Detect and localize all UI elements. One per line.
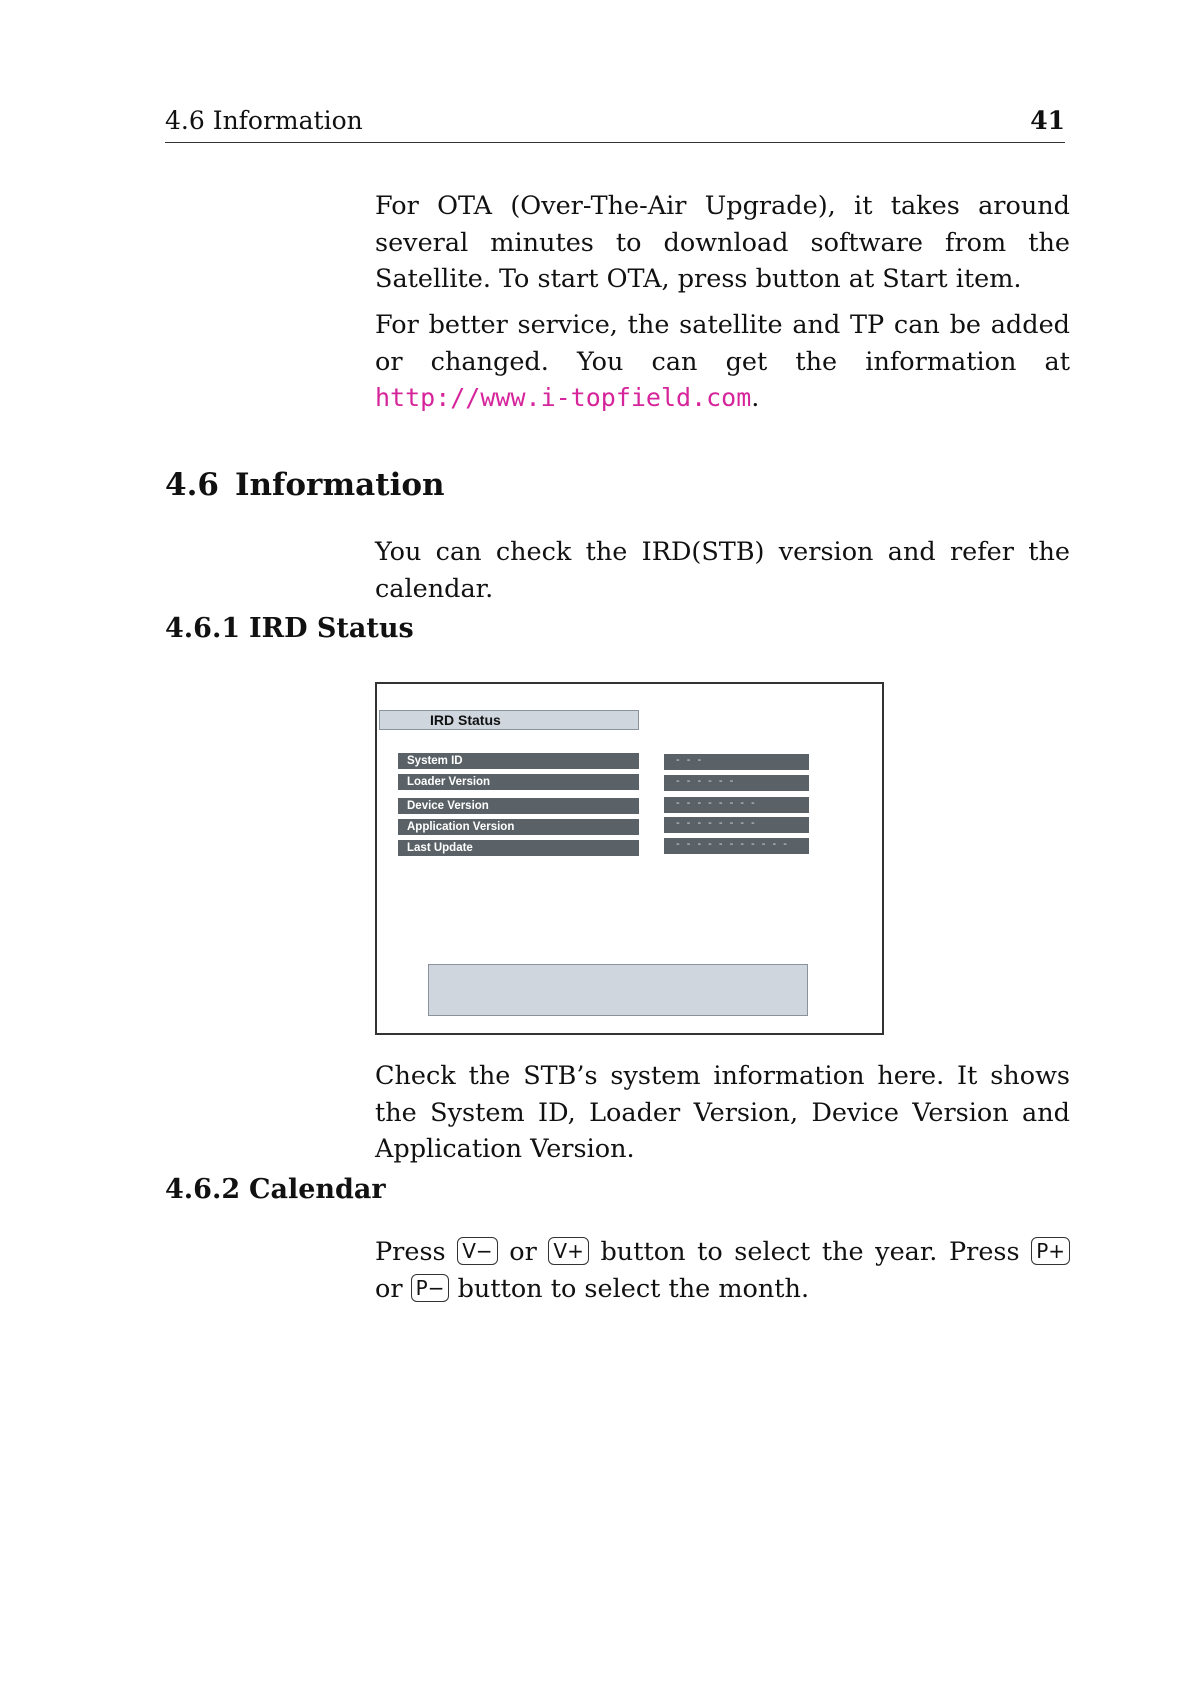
service-text: For better service, the satellite and TP can be added or changed. You can get the information at	[375, 310, 1070, 377]
subsection-heading-4-6-1	[165, 613, 414, 644]
service-text-end: .	[751, 383, 760, 413]
field-value: - - -	[664, 754, 809, 770]
ird-status-description: Check the STB’s system information here. It shows the System ID, Loader Version, Device Version and Application Version.	[375, 1061, 1070, 1164]
subsection-title: IRD Status	[249, 613, 414, 644]
field-label: Last Update	[398, 840, 639, 856]
v-minus-key-icon: V−	[457, 1237, 497, 1265]
figure-title: IRD Status	[379, 710, 639, 730]
subsection-title: Calendar	[249, 1174, 386, 1205]
field-label: Loader Version	[398, 774, 639, 790]
running-header	[165, 106, 1065, 143]
field-label: Application Version	[398, 819, 639, 835]
p-minus-key-icon: P−	[411, 1274, 450, 1302]
calendar-instructions	[375, 1234, 1070, 1307]
calendar-text: or	[375, 1273, 411, 1304]
service-paragraph	[375, 307, 1070, 417]
subsection-number: 4.6.1	[165, 613, 241, 644]
calendar-text: button to select the month.	[449, 1273, 810, 1304]
field-value: - - - - - - - - - - -	[664, 838, 809, 854]
section-number: 4.6	[165, 467, 219, 503]
ird-status-figure	[375, 682, 884, 1035]
calendar-text: or	[497, 1237, 549, 1267]
calendar-text: button to select the year. Press	[588, 1237, 1032, 1267]
section-title: Information	[235, 467, 445, 503]
field-label: Device Version	[398, 798, 639, 814]
subsection-heading-4-6-2	[165, 1174, 386, 1205]
subsection-number: 4.6.2	[165, 1174, 241, 1205]
field-label: System ID	[398, 753, 639, 769]
ota-paragraph: For OTA (Over-The-Air Upgrade), it takes around several minutes to download software from the Satellite. To start OTA, press button at Start item.	[375, 191, 1070, 294]
field-value: - - - - - - - -	[664, 817, 809, 833]
field-value: - - - - - - - -	[664, 797, 809, 813]
calendar-text: Press	[375, 1237, 458, 1267]
section-heading-4-6	[165, 467, 445, 503]
topfield-link[interactable]: http://www.i-topfield.com	[375, 383, 752, 412]
p-plus-key-icon: P+	[1031, 1237, 1070, 1265]
v-plus-key-icon: V+	[548, 1237, 588, 1265]
information-intro: You can check the IRD(STB) version and refer the calendar.	[375, 537, 1070, 604]
header-section-title: 4.6 Information	[165, 106, 363, 135]
help-panel	[428, 964, 808, 1016]
field-value: - - - - - -	[664, 775, 809, 791]
page-number: 41	[1030, 106, 1065, 135]
